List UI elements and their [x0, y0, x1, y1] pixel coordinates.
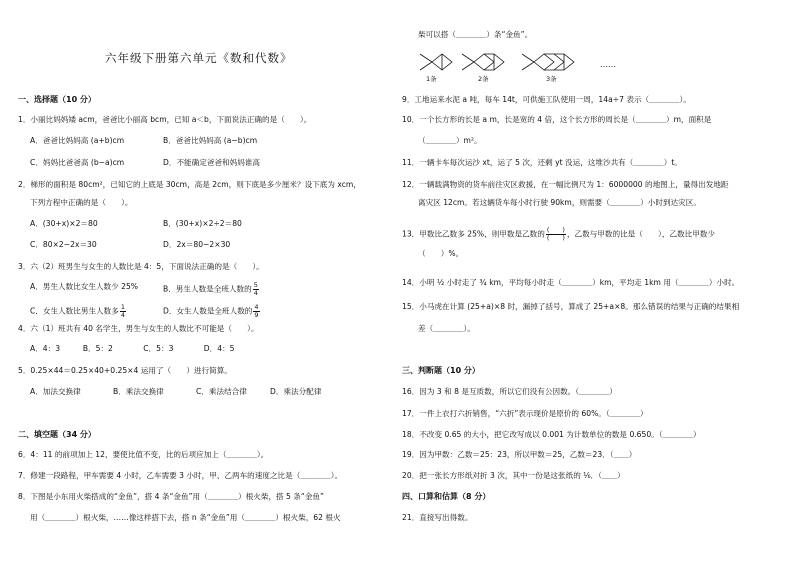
question-text: 四、口算和估算（8 分）: [402, 492, 491, 501]
question-text: D．女生人数是全班人数的: [163, 306, 253, 316]
question-text: B．乘法交换律: [113, 387, 164, 396]
question-text: C．妈妈比爸爸高 (b−a)cm: [30, 158, 125, 167]
fish-1: [420, 54, 452, 70]
question-line: [30, 198, 133, 208]
question-line: [402, 115, 711, 125]
question-line: [30, 136, 124, 146]
question-text: B．(30+x)×2÷2＝80: [163, 219, 242, 228]
question-text: C．80×2−2x＝30: [30, 240, 97, 249]
fraction: $\frac{5}{4}$: [253, 281, 258, 297]
question-text: 离灾区 12cm。若这辆货车每小时行驶 90km，则需要（＿＿＿＿）小时到达灾区。: [418, 198, 701, 207]
question-line: [18, 471, 342, 481]
question-line: [418, 30, 532, 40]
question-text: 二、填空题（34 分）: [18, 430, 96, 439]
question-line: [163, 158, 260, 168]
question-text: 18．不改变 0.65 的大小，把它改写成以 0.001 为计数单位的数是 0.650。（＿＿＿＿）: [402, 430, 701, 439]
section-heading: [402, 366, 480, 376]
question-line: [402, 450, 636, 460]
question-line: 13．甲数比乙数多 25%，则甲数是乙数的 $\frac{( )}{( )}$ ，乙数与甲数的比是（ ），乙数比甲数少: [402, 226, 716, 242]
question-text: A．4：3 B．5：2 C．5：3 D．4：5: [30, 344, 235, 353]
section-heading: [18, 95, 96, 105]
question-line: [18, 324, 259, 334]
question-text: 9．工地运来水泥 a 吨，每车 14t，可供施工队使用一周，14a÷7 表示（＿＿＿＿）。: [402, 95, 691, 104]
question-line: [418, 249, 463, 259]
question-text: 用（＿＿＿＿）根火柴，……像这样搭下去，搭 n 条“金鱼”用（＿＿＿＿）根火柴，62 根火: [30, 513, 341, 522]
question-line: [163, 136, 257, 146]
question-text: 15．小马虎在计算 (25+a)×8 时，漏掉了括号，算成了 25+a×8。那么错误的结果与正确的结果相: [402, 302, 740, 311]
question-text: B．爸爸比妈妈高 (a−b)cm: [163, 136, 258, 145]
section-heading: [18, 430, 96, 440]
question-text: 14．小明 ½ 小时走了 ¾ km，平均每小时走（＿＿＿＿）km，平均走 1km 用（＿＿＿＿）小时。: [402, 278, 740, 287]
question-line: [18, 450, 268, 460]
question-line: [163, 304, 261, 319]
question-line: [402, 471, 625, 481]
question-line: [30, 344, 234, 354]
question-text: D．不能确定爸爸和妈妈谁高: [163, 158, 260, 167]
question-text: 一、选择题（10 分）: [18, 95, 96, 104]
question-text: 4．六（1）班共有 40 名学生，男生与女生的人数比不可能是（ ）。: [18, 324, 259, 333]
question-line: [402, 513, 472, 523]
question-line: [30, 304, 127, 319]
question-line: [163, 282, 260, 297]
question-text: 17．一件上衣打六折销售，“六折”表示现价是原价的 60%。（＿＿＿＿）: [402, 409, 648, 418]
question-text: 20．把一张长方形纸对折 3 次，其中一份是这张纸的 ⅙．（＿＿）: [402, 471, 625, 480]
matchstick-fish-figure: [418, 48, 598, 84]
question-line: [30, 219, 98, 229]
question-line: [113, 387, 164, 397]
question-line: [30, 282, 138, 292]
question-line: [18, 366, 232, 376]
question-line: [163, 219, 242, 229]
question-text: 7．修建一段路程，甲车需要 4 小时，乙车需要 3 小时，甲、乙两车的速度之比是（＿＿＿＿）。: [18, 471, 343, 480]
blank-fraction[interactable]: $\frac{( )}{( )}$: [546, 226, 565, 242]
question-line: [402, 180, 729, 190]
question-text: 三、判断题（10 分）: [402, 366, 480, 375]
question-text: 12．一辆载满物资的货车前往灾区救援，在一幅比例尺为 1：6000000 的地图上，量得出发地距: [402, 180, 729, 189]
question-line: [270, 387, 321, 397]
question-text: （ ）%。: [418, 249, 464, 258]
question-text: D．乘法分配律: [270, 387, 322, 396]
fish-label-1: 1条: [426, 75, 437, 83]
question-line: [18, 180, 361, 190]
question-line: [18, 492, 324, 502]
question-text: D．2x＝80−2×30: [163, 240, 231, 249]
question-line: [402, 95, 691, 105]
fish-label-2: 2条: [478, 75, 489, 83]
question-text: 11．一辆卡车每次运沙 xt，运了 5 次，还剩 yt 没运，这堆沙共有（＿＿＿＿）t。: [402, 158, 682, 167]
fraction: $\frac{4}{9}$: [254, 303, 259, 319]
question-text: A．(30+x)×2＝80: [30, 219, 98, 228]
question-text: 10．一个长方形的长是 a m，长是宽的 4 倍，这个长方形的周长是（＿＿＿＿）m，面积是: [402, 115, 712, 124]
question-line: [196, 387, 247, 397]
question-text: C．女生人数比男生人数多: [30, 306, 119, 316]
question-text: 柴可以搭（＿＿＿＿）条“金鱼”。: [418, 30, 533, 39]
question-text: 21．直接写出得数。: [402, 513, 473, 522]
question-text: 1．小丽比妈妈矮 acm，爸爸比小丽高 bcm，已知 a＜b，下面说法正确的是（ ）。: [18, 115, 312, 124]
question-text: A．男生人数比女生人数少 25%: [30, 282, 139, 291]
question-line: [163, 240, 230, 250]
question-text: 16．因为 3 和 8 是互质数，所以它们没有公因数。（＿＿＿＿）: [402, 387, 618, 396]
question-text: A．爸爸比妈妈高 (a+b)cm: [30, 136, 125, 145]
question-line: [402, 278, 739, 288]
question-text: 19．因为甲数：乙数＝25：23，所以甲数＝25，乙数＝23．（＿＿）: [402, 450, 637, 459]
question-text: 6．4：11 的前项加上 12，要使比值不变，比的后项应加上（＿＿＿＿）。: [18, 450, 269, 459]
fish-3: [522, 54, 574, 70]
question-line: [402, 387, 617, 397]
question-text: A．加法交换律: [30, 387, 81, 396]
page-title: 六年级下册第六单元《数和代数》: [105, 51, 293, 65]
question-text: （＿＿＿＿）m²。: [418, 136, 482, 145]
fish-2: [462, 54, 504, 70]
question-line: [402, 409, 648, 419]
question-line: [30, 513, 341, 523]
question-line: [30, 158, 124, 168]
question-text: 3．六（2）班男生与女生的人数比是 4：5，下面说法正确的是（ ）。: [18, 262, 264, 271]
question-text: 8．下图是小东用火柴搭成的“金鱼”，搭 4 条“金鱼”用（＿＿＿＿）根火柴，搭 5 条“金鱼”: [18, 492, 324, 501]
question-line: [402, 430, 701, 440]
fish-label-3: 3条: [546, 75, 557, 83]
question-text: 差（＿＿＿＿）。: [418, 324, 475, 333]
question-text: 下列方程中正确的是（ ）。: [30, 198, 133, 207]
question-text: 2．梯形的面积是 80cm²，已知它的上底是 30cm，高是 2cm，则下底是多少厘米？设下底为 xcm，: [18, 180, 361, 189]
fish-ellipsis: ……: [600, 60, 616, 69]
question-line: [18, 262, 264, 272]
question-line: [30, 387, 81, 397]
question-line: [402, 302, 739, 312]
question-line: [18, 115, 311, 125]
section-heading: [402, 492, 490, 502]
question-line: [402, 158, 682, 168]
question-line: [418, 324, 475, 334]
question-text: C．乘法结合律: [196, 387, 247, 396]
fraction: $\frac{1}{4}$: [120, 303, 125, 319]
question-text: B．男生人数是全班人数的: [163, 284, 252, 294]
question-line: [418, 136, 482, 146]
question-line: [418, 198, 701, 208]
question-text: 13．甲数比乙数多 25%，则甲数是乙数的: [402, 229, 545, 239]
question-text: 5．0.25×44＝0.25×40+0.25×4 运用了（ ）进行简算。: [18, 366, 232, 375]
question-line: [30, 240, 97, 250]
